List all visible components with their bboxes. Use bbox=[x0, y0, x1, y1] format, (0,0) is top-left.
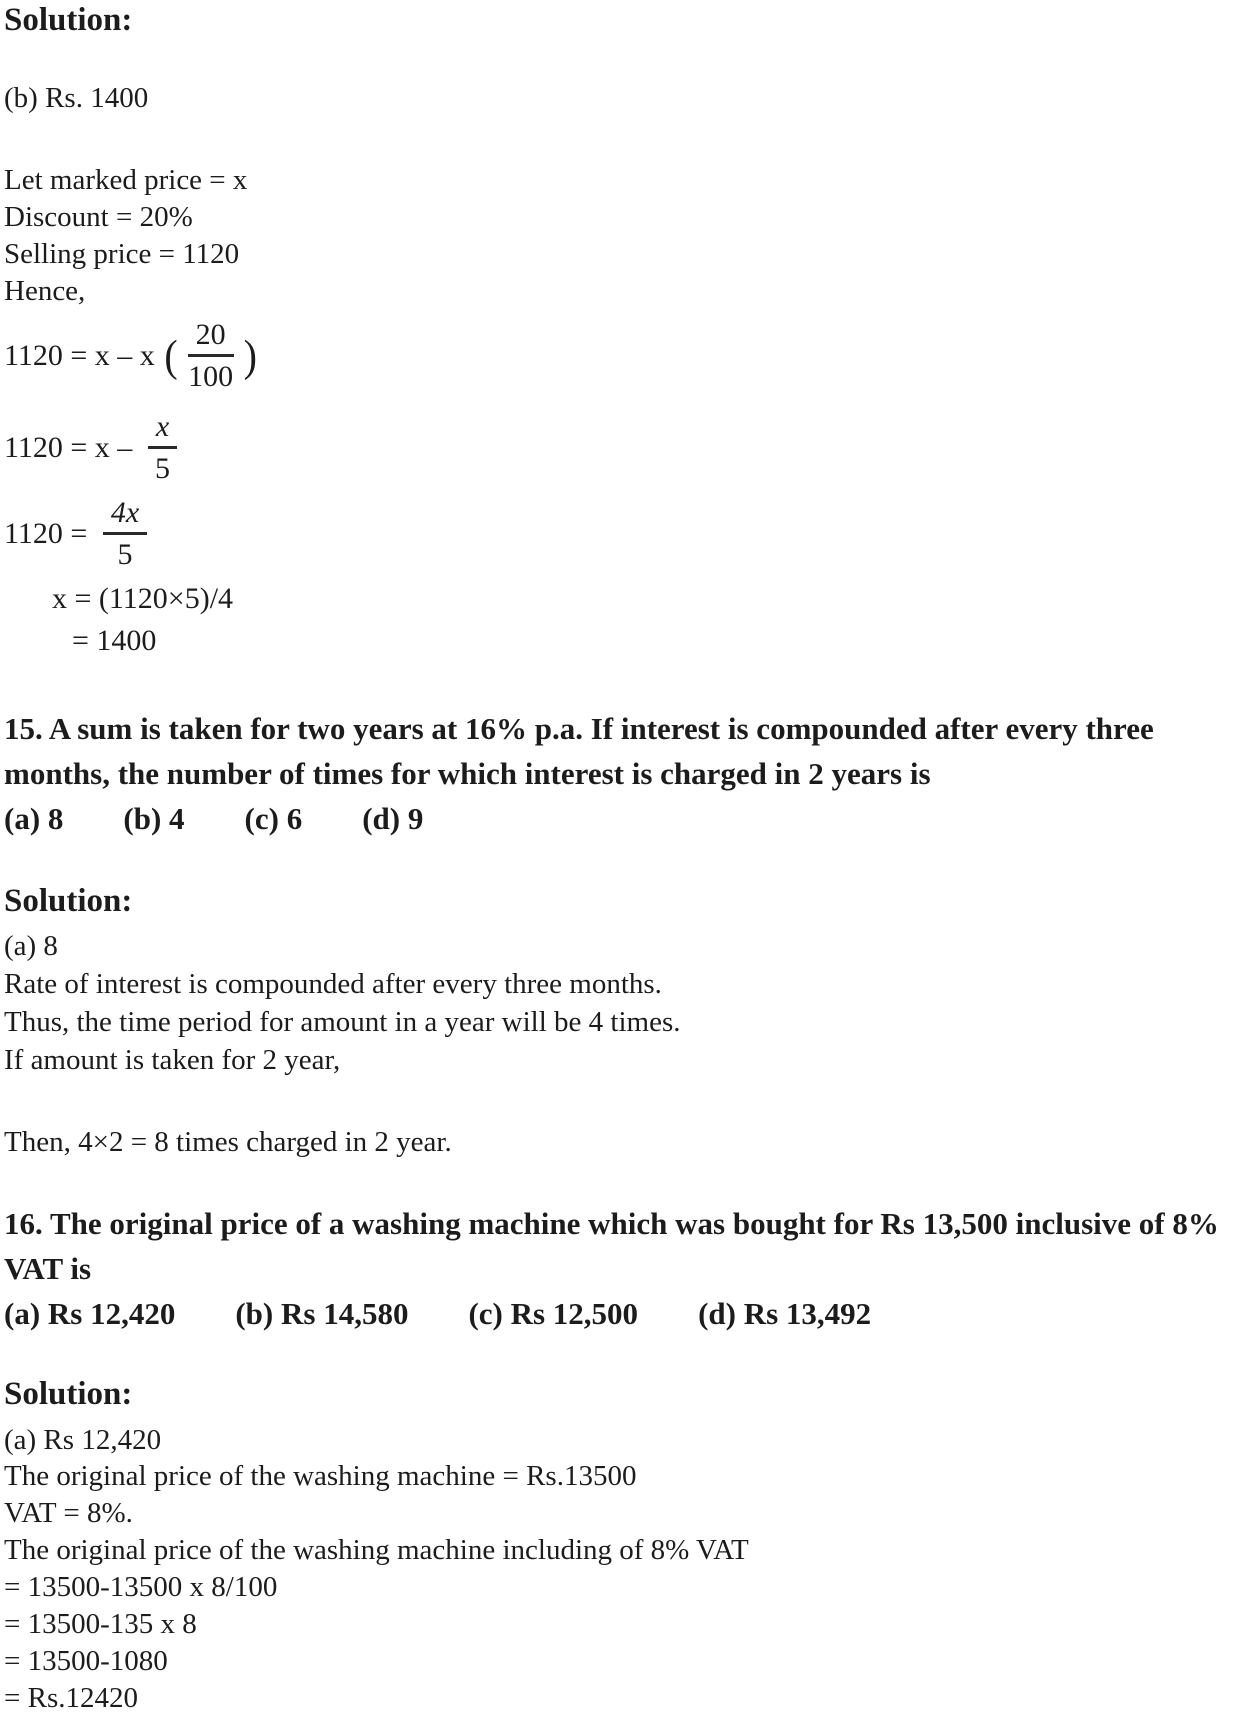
conclusion-line: Then, 4×2 = 8 times charged in 2 year. bbox=[4, 1126, 452, 1158]
option-a: (a) Rs 12,420 bbox=[4, 1296, 176, 1331]
equation-5: = 1400 bbox=[72, 624, 157, 657]
equation-3 bbox=[4, 496, 1229, 572]
options-row bbox=[4, 1291, 1229, 1336]
open-paren: ( bbox=[164, 330, 178, 381]
working-lines bbox=[4, 1458, 1229, 1717]
working-lines bbox=[4, 965, 1229, 1079]
question-block-16 bbox=[4, 1201, 1229, 1336]
question-text: 15. A sum is taken for two years at 16% p.a. If interest is compounded after every three months, the number of times for which interest is charged in 2 years is bbox=[4, 711, 1154, 791]
fraction-denominator: 100 bbox=[188, 360, 234, 393]
equation-2 bbox=[4, 410, 1229, 486]
working-lines bbox=[4, 162, 1229, 310]
fraction-denominator: 5 bbox=[117, 538, 133, 571]
answer-line: (a) 8 bbox=[4, 930, 58, 962]
question-block-15 bbox=[4, 706, 1229, 841]
fraction-numerator: x bbox=[148, 410, 177, 449]
solution-heading: Solution: bbox=[4, 2, 133, 38]
fraction-denominator: 5 bbox=[154, 452, 170, 485]
working-line: The original price of the washing machine including of 8% VAT bbox=[4, 1534, 749, 1566]
option-d: (d) 9 bbox=[362, 801, 424, 836]
option-a: (a) 8 bbox=[4, 801, 64, 836]
option-d: (d) Rs 13,492 bbox=[698, 1296, 872, 1331]
solution-block-15 bbox=[4, 883, 1229, 1161]
working-line: = 13500-135 x 8 bbox=[4, 1608, 197, 1640]
fraction-numerator: 20 bbox=[188, 318, 234, 357]
working-line: = 13500-1080 bbox=[4, 1645, 168, 1677]
working-line: Discount = 20% bbox=[4, 201, 193, 233]
fraction bbox=[148, 410, 177, 486]
working-line: Thus, the time period for amount in a year will be 4 times. bbox=[4, 1006, 681, 1038]
working-line: = 13500-13500 x 8/100 bbox=[4, 1571, 278, 1603]
equation-text: 1120 = x – bbox=[4, 431, 140, 464]
working-line: Let marked price = x bbox=[4, 164, 248, 196]
fraction-numerator: 4x bbox=[103, 496, 147, 535]
equation-1 bbox=[4, 318, 1229, 394]
option-b: (b) 4 bbox=[123, 801, 185, 836]
option-c: (c) Rs 12,500 bbox=[468, 1296, 639, 1331]
option-c: (c) 6 bbox=[244, 801, 303, 836]
answer-line: (b) Rs. 1400 bbox=[4, 82, 149, 114]
solution-heading: Solution: bbox=[4, 1376, 133, 1412]
solution-heading: Solution: bbox=[4, 883, 133, 919]
close-paren: ) bbox=[243, 330, 257, 381]
working-line: Rate of interest is compounded after every three months. bbox=[4, 968, 662, 1000]
options-row bbox=[4, 796, 1229, 841]
working-line: Hence, bbox=[4, 275, 86, 307]
equation-text: 1120 = bbox=[4, 517, 95, 550]
working-line: Selling price = 1120 bbox=[4, 238, 240, 270]
question-text: 16. The original price of a washing machine which was bought for Rs 13,500 inclusive of 8% VAT is bbox=[4, 1206, 1219, 1286]
working-line: = Rs.12420 bbox=[4, 1682, 138, 1714]
answer-line: (a) Rs 12,420 bbox=[4, 1424, 162, 1456]
solution-block-16 bbox=[4, 1376, 1229, 1717]
working-line: If amount is taken for 2 year, bbox=[4, 1044, 341, 1076]
fraction bbox=[188, 318, 234, 394]
working-line: VAT = 8%. bbox=[4, 1497, 133, 1529]
equation-text: 1120 = x – x bbox=[4, 339, 163, 372]
solution-block-14 bbox=[4, 2, 1229, 658]
option-b: (b) Rs 14,580 bbox=[235, 1296, 409, 1331]
working-line: The original price of the washing machine = Rs.13500 bbox=[4, 1460, 637, 1492]
equation-4: x = (1120×5)/4 bbox=[52, 582, 234, 615]
fraction bbox=[103, 496, 147, 572]
